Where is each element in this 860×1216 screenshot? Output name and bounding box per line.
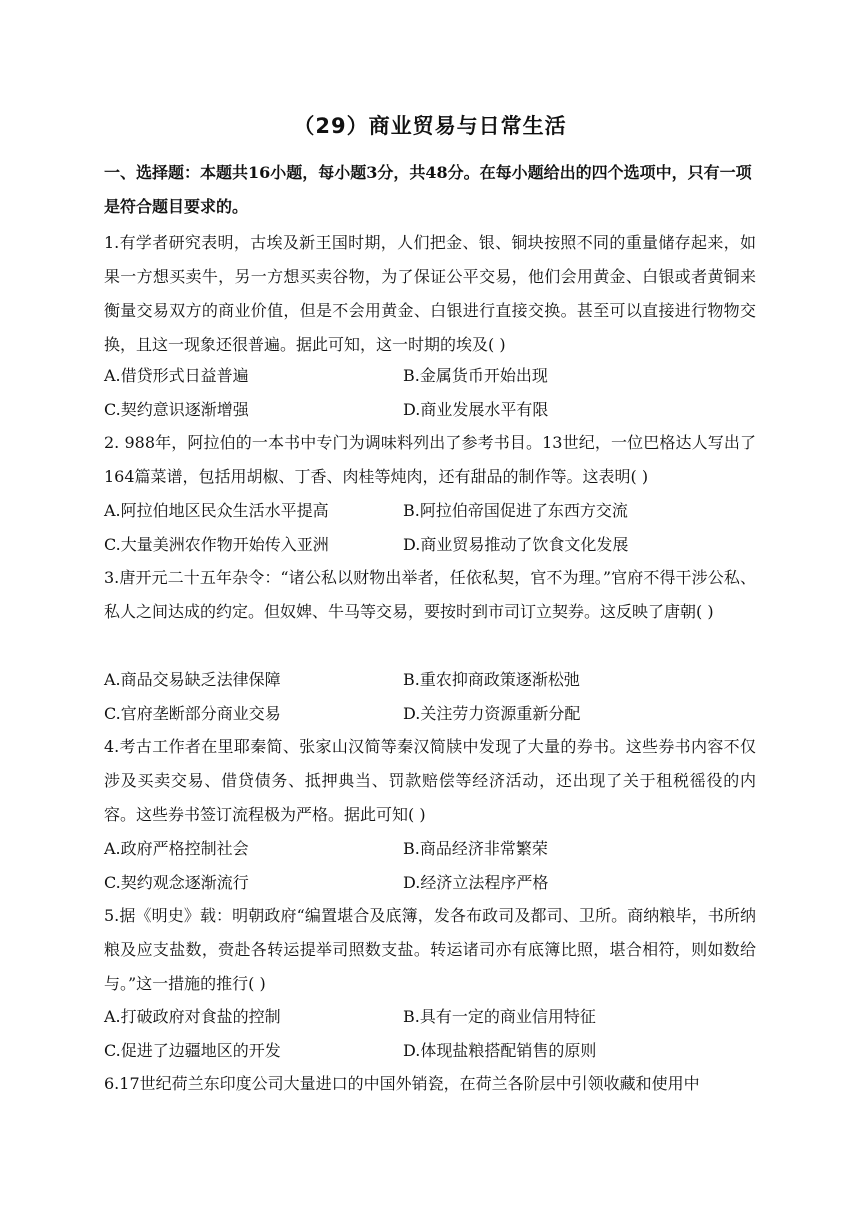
question-2-stem: 2. 988年，阿拉伯的一本书中专门为调味料列出了参考书目。13世纪，一位巴格达人写出了164篇菜谱，包括用胡椒、丁香、肉桂等炖肉，还有甜品的制作等。这表明( ) [104,433,756,486]
question-1-option-b[interactable]: B.金属货币开始出现 [403,366,548,385]
question-4-option-d[interactable]: D.经济立法程序严格 [403,873,549,892]
question-1-stem: 1.有学者研究表明，古埃及新王国时期，人们把金、银、铜块按照不同的重量储存起来，如果一方想买卖牛，另一方想买卖谷物，为了保证公平交易，他们会用黄金、白银或者黄铜来衡量交易双方的商业价值，但是不会用黄金、白银进行直接交换。甚至可以直接进行物物交换，且这一现象还很普遍。据此可知，这一时期的埃及( ) [104,233,756,354]
question-5-option-d[interactable]: D.体现盐粮搭配销售的原则 [403,1041,597,1060]
question-2-option-d[interactable]: D.商业贸易推动了饮食文化发展 [403,535,629,554]
question-4-option-b[interactable]: B.商品经济非常繁荣 [403,839,548,858]
question-4-option-a[interactable]: A.政府严格控制社会 [104,839,249,858]
question-1-option-a[interactable]: A.借贷形式日益普遍 [104,366,249,385]
question-5-stem: 5.据《明史》载：明朝政府“编置堪合及底簿，发各布政司及都司、卫所。商纳粮毕，书所纳粮及应支盐数，赍赴各转运提举司照数支盐。转运诸司亦有底簿比照，堪合相符，则如数给与。”这一措施的推行( ) [104,906,756,993]
question-1-option-c[interactable]: C.契约意识逐渐增强 [104,400,249,419]
question-2-option-c[interactable]: C.大量美洲农作物开始传入亚洲 [104,535,329,554]
question-3-option-c[interactable]: C.官府垄断部分商业交易 [104,704,281,723]
question-2-option-a[interactable]: A.阿拉伯地区民众生活水平提高 [104,501,329,520]
section-header: 一、选择题：本题共16小题，每小题3分，共48分。在每小题给出的四个选项中，只有一项是符合题目要求的。 [104,163,752,216]
question-3-option-b[interactable]: B.重农抑商政策逐渐松弛 [403,670,580,689]
question-4-option-c[interactable]: C.契约观念逐渐流行 [104,873,249,892]
question-1-option-d[interactable]: D.商业发展水平有限 [403,400,549,419]
question-3-option-d[interactable]: D.关注劳力资源重新分配 [403,704,581,723]
question-2-option-b[interactable]: B.阿拉伯帝国促进了东西方交流 [403,501,628,520]
question-3-stem: 3.唐开元二十五年杂令：“诸公私以财物出举者，任依私契，官不为理。”官府不得干涉公私、私人之间达成的约定。但奴婢、牛马等交易，要按时到市司订立契券。这反映了唐朝( ) [104,568,756,621]
question-5-option-c[interactable]: C.促进了边疆地区的开发 [104,1041,281,1060]
question-5-option-a[interactable]: A.打破政府对食盐的控制 [104,1007,281,1026]
question-4-stem: 4.考古工作者在里耶秦简、张家山汉简等秦汉简牍中发现了大量的券书。这些券书内容不仅涉及买卖交易、借贷债务、抵押典当、罚款赔偿等经济活动，还出现了关于租税徭役的内容。这些券书签订流程极为严格。据此可知( ) [104,737,756,824]
page-title: （29）商业贸易与日常生活 [293,114,567,138]
question-6-stem: 6.17世纪荷兰东印度公司大量进口的中国外销瓷，在荷兰各阶层中引领收藏和使用中 [104,1074,700,1093]
question-5-option-b[interactable]: B.具有一定的商业信用特征 [403,1007,596,1026]
question-3-option-a[interactable]: A.商品交易缺乏法律保障 [104,670,281,689]
